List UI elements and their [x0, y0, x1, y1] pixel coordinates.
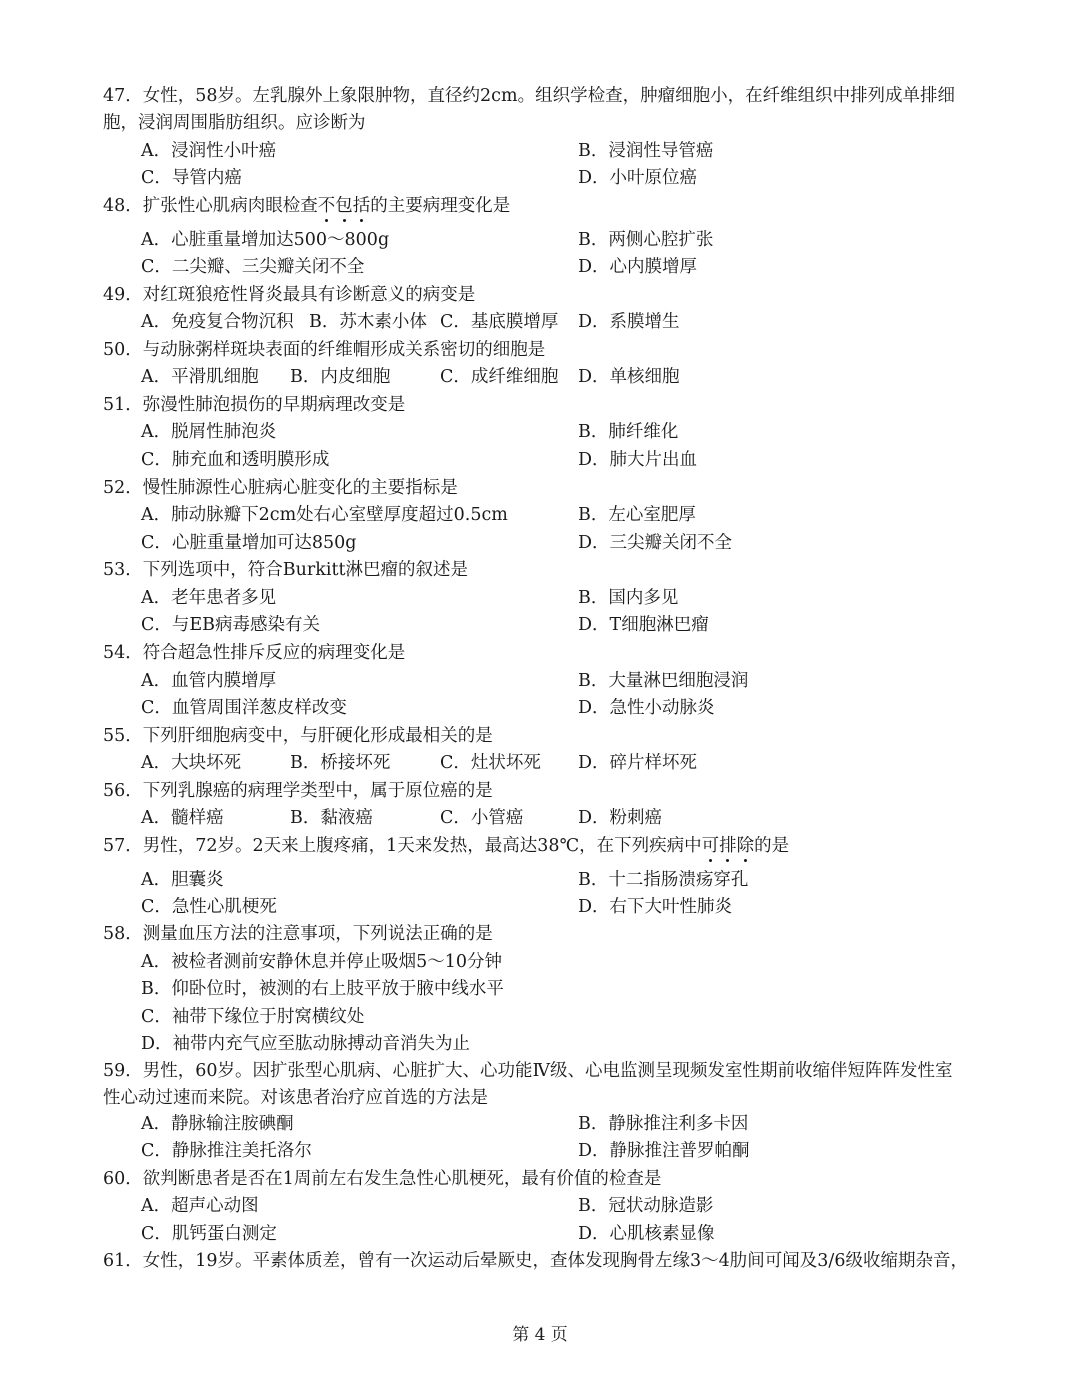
question-50-option-c: C．成纤维细胞	[440, 367, 559, 387]
question-54-stem: 54．符合超急性排斥反应的病理变化是	[103, 643, 406, 663]
question-54-option-d: D．急性小动脉炎	[578, 698, 715, 718]
question-47-option-c: C．导管内癌	[141, 168, 242, 188]
emphasis-char: 不	[317, 196, 336, 216]
question-51-option-c: C．肺充血和透明膜形成	[141, 450, 330, 470]
emphasis-char: 括	[352, 196, 371, 216]
question-58-stem: 58．测量血压方法的注意事项，下列说法正确的是	[103, 924, 493, 944]
question-60-option-c: C．肌钙蛋白测定	[141, 1224, 277, 1244]
question-59-option-c: C．静脉推注美托洛尔	[141, 1141, 312, 1161]
question-57-stem-post: 的是	[754, 836, 790, 856]
emphasis-char: 可	[701, 836, 720, 856]
question-47-option-d: D．小叶原位癌	[578, 168, 698, 188]
question-47-stem-line-2: 胞，浸润周围脂肪组织。应诊断为	[103, 113, 366, 133]
question-49-option-a: A．免疫复合物沉积	[141, 312, 294, 332]
question-48-option-a: A．心脏重量增加达500～800g	[141, 230, 390, 250]
question-56-option-b: B．黏液癌	[290, 808, 373, 828]
question-57-option-a: A．胆囊炎	[141, 870, 224, 890]
question-57-option-d: D．右下大叶性肺炎	[578, 897, 733, 917]
question-55-option-d: D．碎片样坏死	[578, 753, 698, 773]
question-55-option-c: C．灶状坏死	[440, 753, 541, 773]
question-61-stem: 61．女性，19岁。平素体质差，曾有一次运动后晕厥史，查体发现胸骨左缘3～4肋间可闻及3/6级收缩期杂音，	[103, 1251, 968, 1271]
question-59-option-a: A．静脉输注胺碘酮	[141, 1114, 294, 1134]
question-52-stem: 52．慢性肺源性心脏病心脏变化的主要指标是	[103, 478, 458, 498]
question-57-option-c: C．急性心肌梗死	[141, 897, 277, 917]
emphasis-char: 包	[335, 196, 353, 216]
question-48-stem	[103, 194, 510, 218]
question-50-option-b: B．内皮细胞	[290, 367, 391, 387]
question-48-option-b: B．两侧心腔扩张	[578, 230, 714, 250]
question-54-option-a: A．血管内膜增厚	[141, 671, 277, 691]
question-53-option-a: A．老年患者多见	[141, 588, 277, 608]
question-60-option-d: D．心肌核素显像	[578, 1224, 715, 1244]
question-58-option-d: D．袖带内充气应至肱动脉搏动音消失为止	[141, 1034, 471, 1054]
question-59-stem-line-1: 59．男性，60岁。因扩张型心肌病、心脏扩大、心功能Ⅳ级、心电监测呈现频发室性期前收缩伴短阵阵发性室	[103, 1061, 953, 1081]
question-57-stem	[103, 834, 789, 858]
question-49-stem: 49．对红斑狼疮性肾炎最具有诊断意义的病变是	[103, 285, 476, 305]
question-47-stem-line-1: 47．女性，58岁。左乳腺外上象限肿物，直径约2cm。组织学检查，肿瘤细胞小，在纤维组织中排列成单排细	[103, 86, 956, 106]
question-48-option-c: C．二尖瓣、三尖瓣关闭不全	[141, 257, 365, 277]
question-60-stem: 60．欲判断患者是否在1周前左右发生急性心肌梗死，最有价值的检查是	[103, 1169, 662, 1189]
question-51-stem: 51．弥漫性肺泡损伤的早期病理改变是	[103, 395, 406, 415]
question-53-option-b: B．国内多见	[578, 588, 679, 608]
page-number: 第 4 页	[512, 1325, 568, 1345]
question-52-option-b: B．左心室肥厚	[578, 505, 696, 525]
question-48-option-d: D．心内膜增厚	[578, 257, 698, 277]
question-55-option-a: A．大块坏死	[141, 753, 242, 773]
question-53-option-d: D．T细胞淋巴瘤	[578, 615, 709, 635]
question-52-option-d: D．三尖瓣关闭不全	[578, 533, 733, 553]
question-51-option-d: D．肺大片出血	[578, 450, 698, 470]
question-50-stem: 50．与动脉粥样斑块表面的纤维帽形成关系密切的细胞是	[103, 340, 546, 360]
question-49-option-c: C．基底膜增厚	[440, 312, 559, 332]
question-54-option-c: C．血管周围洋葱皮样改变	[141, 698, 347, 718]
question-56-option-c: C．小管癌	[440, 808, 524, 828]
question-50-option-d: D．单核细胞	[578, 367, 680, 387]
question-55-stem: 55．下列肝细胞病变中，与肝硬化形成最相关的是	[103, 726, 493, 746]
question-58-option-a: A．被检者测前安静休息并停止吸烟5～10分钟	[141, 952, 503, 972]
question-50-option-a: A．平滑肌细胞	[141, 367, 259, 387]
question-57-option-b: B．十二指肠溃疡穿孔	[578, 870, 749, 890]
question-48-stem-pre: 48．扩张性心肌病肉眼检查	[103, 196, 318, 216]
question-59-option-b: B．静脉推注利多卡因	[578, 1114, 749, 1134]
question-49-option-d: D．系膜增生	[578, 312, 680, 332]
question-58-option-c: C．袖带下缘位于肘窝横纹处	[141, 1007, 365, 1027]
question-53-option-c: C．与EB病毒感染有关	[141, 615, 321, 635]
question-53-stem: 53．下列选项中，符合Burkitt淋巴瘤的叙述是	[103, 560, 469, 580]
question-59-stem-line-2: 性心动过速而来院。对该患者治疗应首选的方法是	[103, 1088, 488, 1108]
question-56-option-a: A．髓样癌	[141, 808, 224, 828]
question-60-option-a: A．超声心动图	[141, 1196, 259, 1216]
question-52-option-a: A．肺动脉瓣下2cm处右心室壁厚度超过0.5cm	[141, 505, 508, 525]
emphasis-char: 除	[736, 836, 755, 856]
question-54-option-b: B．大量淋巴细胞浸润	[578, 671, 749, 691]
question-51-option-a: A．脱屑性肺泡炎	[141, 422, 277, 442]
question-55-option-b: B．桥接坏死	[290, 753, 391, 773]
question-48-stem-post: 的主要病理变化是	[370, 196, 511, 216]
question-58-option-b: B．仰卧位时，被测的右上肢平放于腋中线水平	[141, 979, 504, 999]
question-52-option-c: C．心脏重量增加可达850g	[141, 533, 357, 553]
question-47-option-a: A．浸润性小叶癌	[141, 141, 277, 161]
emphasis-char: 排	[719, 836, 737, 856]
question-59-option-d: D．静脉推注普罗帕酮	[578, 1141, 750, 1161]
question-56-stem: 56．下列乳腺癌的病理学类型中，属于原位癌的是	[103, 781, 493, 801]
question-57-stem-pre: 57．男性，72岁。2天来上腹疼痛，1天来发热，最高达38℃，在下列疾病中	[103, 836, 702, 856]
question-49-option-b: B．苏木素小体	[309, 312, 427, 332]
question-51-option-b: B．肺纤维化	[578, 422, 679, 442]
question-60-option-b: B．冠状动脉造影	[578, 1196, 714, 1216]
question-47-option-b: B．浸润性导管癌	[578, 141, 714, 161]
question-56-option-d: D．粉刺癌	[578, 808, 663, 828]
